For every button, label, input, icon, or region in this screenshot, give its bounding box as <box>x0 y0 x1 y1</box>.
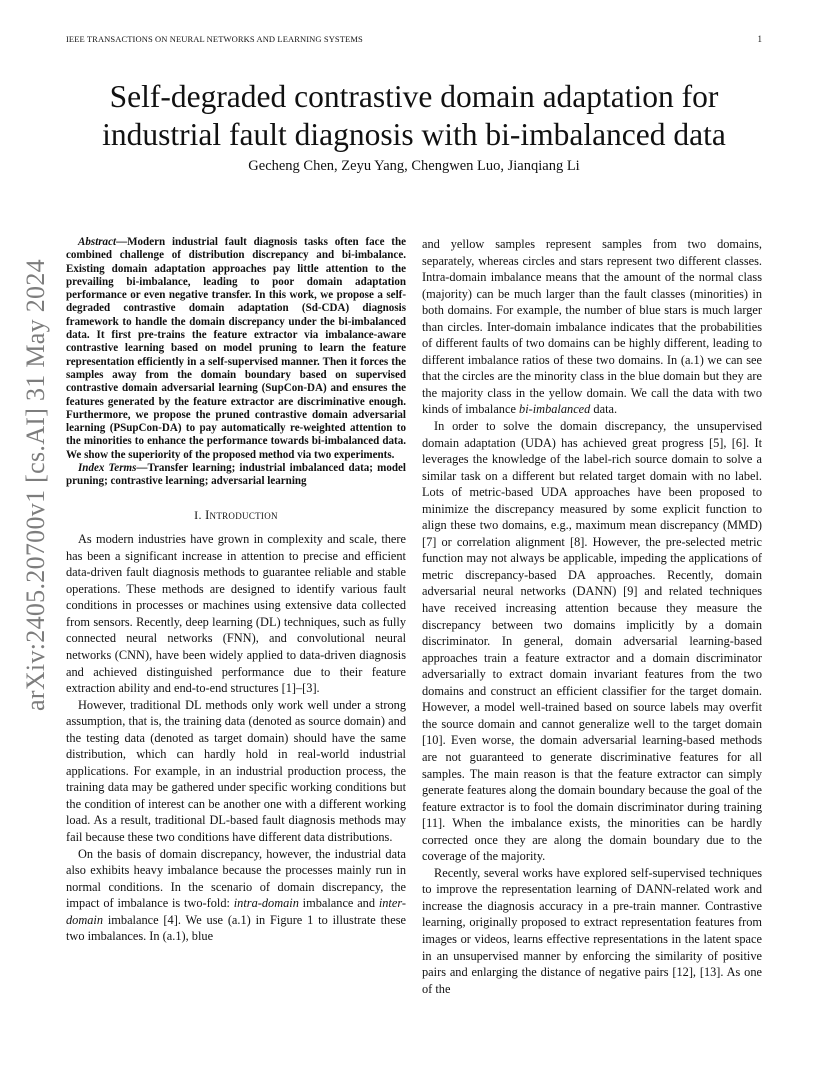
index-terms <box>66 462 406 489</box>
intro-paragraph-6: Recently, several works have explored self-supervised techniques to improve the representation learning of DANN-related work and increase the diagnosis accuracy in a pre-train manner. Contrastive learning, originally proposed to extract representation features from images or videos, learns effective representations in the latent space in an unsupervised manner by enforcing the similarity of positive pairs and enlarging the distance of negative pairs [12], [13]. As one of the <box>422 865 762 996</box>
p3-text-c: imbalance [4]. We use (a.1) in Figure 1 to illustrate these two imbalances. In (a.1), blue <box>66 912 406 944</box>
section-name: Introduction <box>205 507 278 522</box>
p4-text-b: data. <box>590 402 618 417</box>
paper-title: Self-degraded contrastive domain adaptation for industrial fault diagnosis with bi-imbalanced data <box>102 79 726 152</box>
page-number: 1 <box>757 34 762 44</box>
p3-text-a: On the basis of domain discrepancy, however, the industrial data also exhibits heavy imbalance because the processes mainly run in normal conditions. In the scenario of domain discrepancy, the impact of imbalance is two-fold: <box>66 846 406 911</box>
intro-paragraph-3 <box>66 846 406 945</box>
intro-paragraph-4 <box>422 236 762 418</box>
right-column <box>422 236 762 997</box>
arxiv-stamp <box>14 259 58 711</box>
paper-authors: Gecheng Chen, Zeyu Yang, Chengwen Luo, Jianqiang Li <box>248 158 580 174</box>
intro-paragraph-1: As modern industries have grown in complexity and scale, there has been a significant increase in attention to precise and efficient data-driven fault diagnosis methods to guarantee reliable and stable operations. These methods are designed to identify various fault conditions in processes or machines using extensive data collected from sensors. Recently, deep learning (DL) techniques, such as fully connected neural networks (FNN), and convolutional neural networks (CNN), have been widely applied to data-driven diagnosis and achieved distinguished performance due to their feature extraction ability and end-to-end structures [1]–[3]. <box>66 532 406 696</box>
intro-paragraph-5: In order to solve the domain discrepancy, the unsupervised domain adaptation (UDA) has achieved great progress [5], [6]. It leverages the knowledge of the label-rich source domain to solve a similar task on a different but related target domain with no label. Lots of metric-based UDA approaches have been proposed to minimize the discrepancy measured by some explicit function to align these two domains, e.g., maximum mean discrepancy (MMD) [7] or correlation alignment [8]. However, the pre-selected metric function may not always be applicable, impeding the applications of metric discrepancy-based DA approaches. Recently, domain adversarial neural networks (DANN) [9] and related techniques have received increasing attention because they measure the discrepancy between two domains implicitly by a domain discriminator. In general, domain adversarial learning-based approaches train a feature extractor and a domain discriminator adversarially to extract domain invariant features from the two domains and construct an efficient classifier for the target domain. However, a model well-trained based on source labels may overfit the source domain and cannot generalize well to the target domain [10]. Even worse, the domain adversarial learning-based methods are not guaranteed to generate discriminative features for all samples. The main reason is that the feature extractor can simply generate features along the domain boundary because the goal of the feature extractor is to fool the domain discriminator during training [11]. When the imbalance exists, the minorities can be hardly corrected once they are along the domain boundary due to the coverage of the majority. <box>422 419 762 864</box>
left-column <box>66 236 406 945</box>
intro-paragraph-2: However, traditional DL methods only work well under a strong assumption, that is, the training data (denoted as source domain) and the testing data (denoted as target domain) should have the same distribution, which can hardly hold in real-world industrial applications. For example, in an industrial production process, the training data may be gathered under specific working conditions but the condition of interest can be another one with a different working load. As a result, traditional DL-based fault diagnosis methods may fail because these two conditions have different data distributions. <box>66 697 406 845</box>
section-numeral: I. <box>194 507 206 522</box>
abstract-text: —Modern industrial fault diagnosis tasks often face the combined challenge of distribution discrepancy and bi-imbalance. Existing domain adaptation approaches pay little attention to the prevailing bi-imbalance, leading to poor domain adaptation performance or even negative transfer. In this work, we propose a self-degraded contrastive domain adaptation (Sd-CDA) diagnosis framework to handle the domain discrepancy under the bi-imbalanced data. It first pre-trains the feature extractor via imbalance-aware contrastive learning based on model pruning to learn the feature representation efficiently in a self-supervised manner. Then it forces the samples away from the domain boundary based on supervised contrastive domain adversarial learning (SupCon-DA) and ensures the features generated by the feature extractor are discriminative enough. Furthermore, we propose the pruned contrastive domain adversarial learning (PSupCon-DA) to pay automatically re-weighted attention to the minorities to enhance the performance towards bi-imbalanced data. We show the superiority of the proposed method via two experiments. <box>66 236 406 461</box>
p4-text-a: and yellow samples represent samples from two domains, separately, whereas circles and stars represent two different classes. Intra-domain imbalance means that the amount of the normal class (majority) can be much larger than the fault classes (minorities) in both domains. For example, the number of blue stars is much larger than circles. Inter-domain imbalance indicates that the probabilities of different faults of two domains can be highly different, leading to different imbalance ratios of these two domains. In (a.1) we can see that the circles are the minority class in the blue domain but they are the majority class in the yellow domain. We call the data with two kinds of imbalance <box>422 237 762 417</box>
journal-header: IEEE TRANSACTIONS ON NEURAL NETWORKS AND LEARNING SYSTEMS <box>66 34 363 44</box>
abstract <box>66 236 406 462</box>
section-heading-introduction <box>66 507 406 524</box>
p3-em-intra: intra-domain <box>233 896 299 911</box>
index-terms-label: Index Terms <box>78 462 137 475</box>
abstract-label: Abstract <box>78 236 117 248</box>
p4-em: bi-imbalanced <box>519 402 591 417</box>
p3-em-inter: inter-domain <box>66 896 406 927</box>
arxiv-stamp-text: arXiv:2405.20700v1 [cs.AI] 31 May 2024 <box>21 259 50 711</box>
p3-text-b: imbalance and <box>298 896 379 911</box>
index-terms-text: —Transfer learning; industrial imbalanced data; model pruning; contrastive learning; adversarial learning <box>66 462 406 488</box>
